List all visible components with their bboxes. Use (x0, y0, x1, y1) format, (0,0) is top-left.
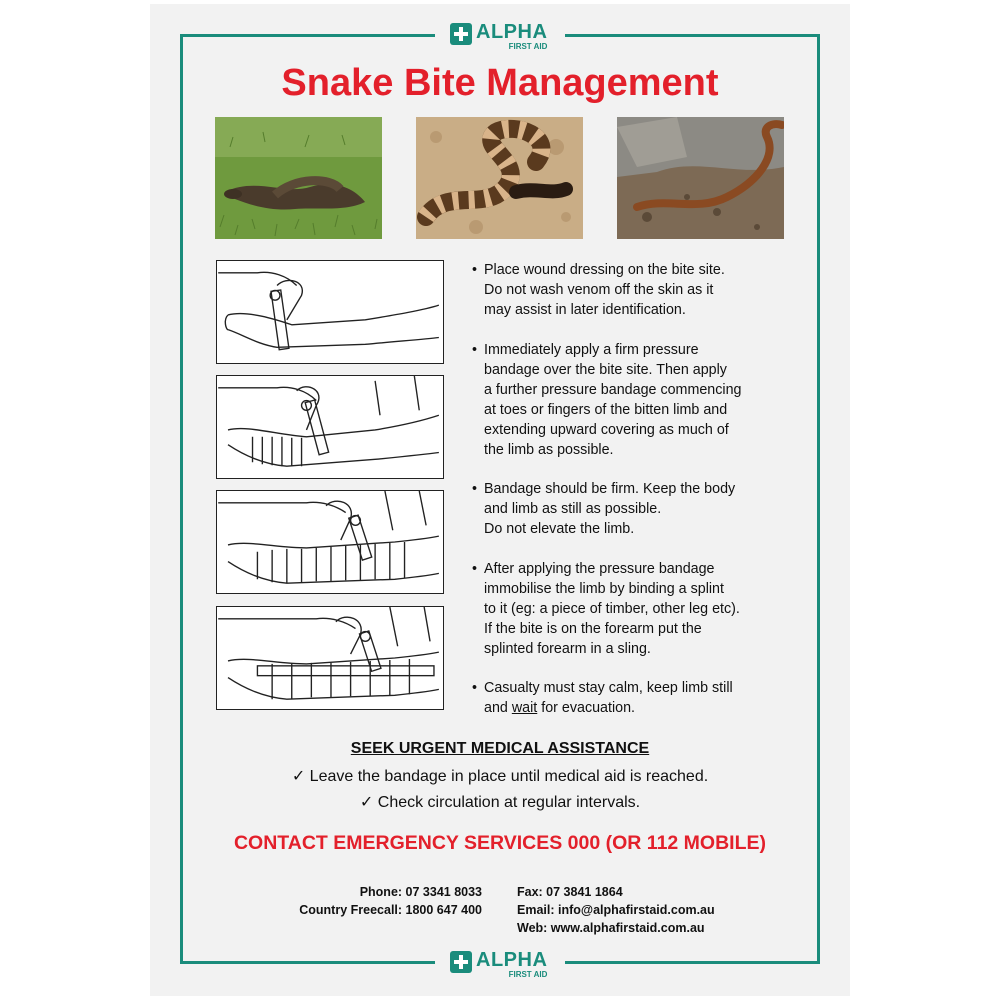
instruction-line: to it (eg: a piece of timber, other leg etc). (484, 600, 740, 617)
instruction-line: Do not wash venom off the skin as it (484, 282, 714, 298)
bullet: • (472, 680, 478, 696)
instruction-line (484, 698, 807, 718)
instruction-item-3 (472, 479, 807, 539)
instruction-line: Do not elevate the limb. (484, 521, 635, 537)
first-aid-cross-icon (450, 951, 472, 973)
instruction-emphasis: wait (511, 700, 538, 716)
phone-number: Phone: 07 3341 8033 (359, 885, 482, 899)
fax-number: Fax: 07 3841 1864 (517, 885, 623, 899)
snake-photo-3 (617, 117, 784, 239)
instruction-list (472, 260, 807, 738)
bullet: • (472, 560, 478, 577)
bullet: • (472, 262, 478, 278)
footer-contact-right (517, 883, 715, 937)
instruction-text: and (484, 700, 512, 716)
instruction-item-5 (472, 678, 807, 718)
instruction-item-1 (472, 260, 807, 320)
instruction-line: may assist in later identification. (484, 302, 686, 318)
website: Web: www.alphafirstaid.com.au (517, 921, 705, 935)
illustration-step-1 (216, 260, 444, 364)
email-address: Email: info@alphafirstaid.com.au (517, 903, 715, 917)
first-aid-cross-icon (450, 23, 472, 45)
instruction-line: bandage over the bite site. Then apply (484, 361, 727, 378)
alpha-first-aid-logo-top (450, 22, 547, 51)
alpha-first-aid-logo-bottom (450, 950, 547, 979)
instruction-line: at toes or fingers of the bitten limb and (484, 401, 728, 418)
bullet: • (472, 481, 478, 497)
instruction-line: extending upward covering as much of (484, 421, 729, 438)
instruction-line: Casualty must stay calm, keep limb still (484, 680, 733, 696)
brand-name: ALPHA (476, 949, 548, 971)
instruction-line: If the bite is on the forearm put the (484, 620, 702, 637)
instruction-line: a further pressure bandage commencing (484, 381, 742, 398)
instruction-item-4 (472, 559, 807, 659)
instruction-line: Immediately apply a firm pressure (484, 341, 699, 358)
illustration-step-4 (216, 606, 444, 710)
check-item-2: ✓ Check circulation at regular intervals. (359, 794, 641, 811)
instruction-line: After applying the pressure bandage (484, 560, 715, 577)
instruction-line: Place wound dressing on the bite site. (484, 262, 725, 278)
snake-photo-2 (416, 117, 583, 239)
instruction-line: splinted forearm in a sling. (484, 640, 651, 657)
bullet: • (472, 341, 478, 358)
instruction-item-2 (472, 340, 807, 460)
footer-contact-left (299, 883, 482, 919)
seek-assistance-heading: SEEK URGENT MEDICAL ASSISTANCE (350, 740, 650, 757)
instruction-text: for evacuation. (537, 700, 636, 716)
illustration-step-2 (216, 375, 444, 479)
instruction-line: Bandage should be firm. Keep the body (484, 481, 736, 497)
instruction-line: immobilise the limb by binding a splint (484, 580, 724, 597)
instruction-line: and limb as still as possible. (484, 501, 662, 517)
instruction-line: the limb as possible. (484, 441, 614, 458)
page-title: Snake Bite Management (281, 62, 719, 104)
brand-sub: FIRST AID (508, 970, 548, 979)
freecall-number: Country Freecall: 1800 647 400 (299, 903, 482, 917)
snake-photo-1 (215, 117, 382, 239)
brand-sub: FIRST AID (508, 42, 548, 51)
brand-name: ALPHA (476, 21, 548, 43)
illustration-step-3 (216, 490, 444, 594)
check-item-1: ✓ Leave the bandage in place until medical aid is reached. (291, 768, 709, 785)
emergency-contact: CONTACT EMERGENCY SERVICES 000 (OR 112 MOBILE) (233, 832, 767, 854)
